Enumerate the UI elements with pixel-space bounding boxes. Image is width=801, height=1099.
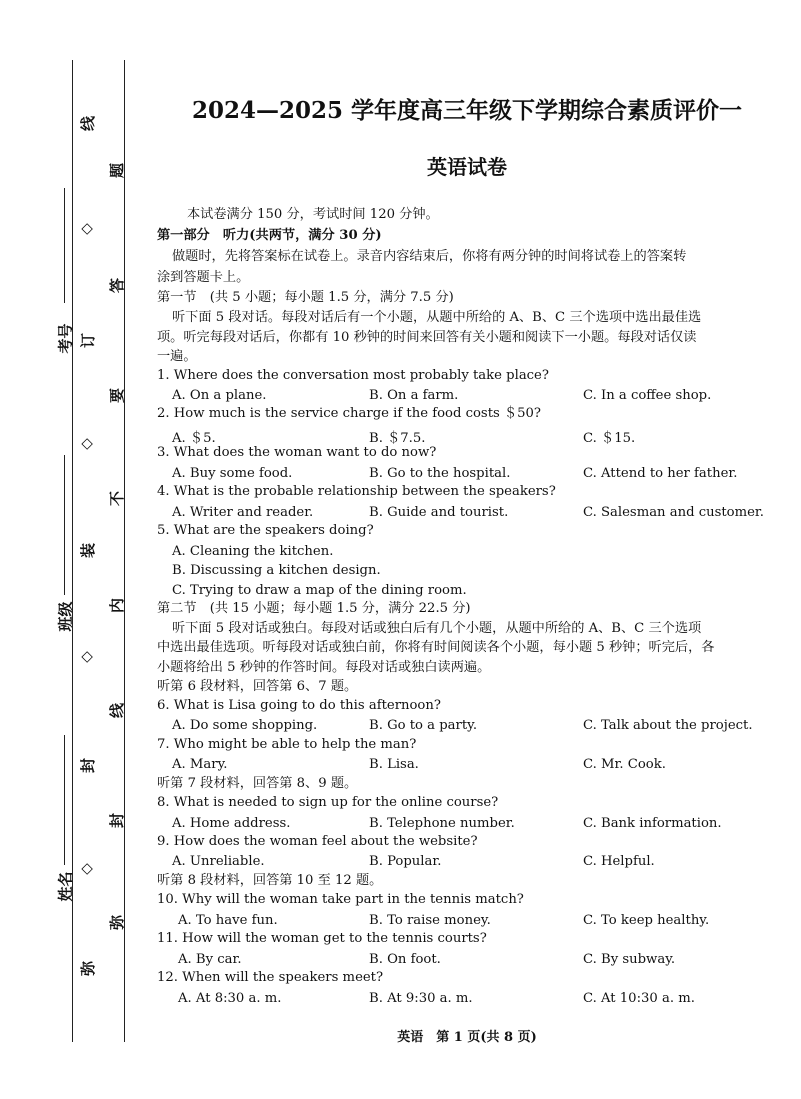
page-footer: 英语 第 1 页(共 8 页)	[397, 1030, 537, 1045]
seal-char: 内	[108, 597, 127, 614]
option-a: A. Unreliable.	[172, 854, 265, 869]
option-c: C. ＄15.	[583, 431, 636, 446]
part1-heading: 第一部分 听力(共两节，满分 30 分)	[157, 228, 382, 243]
option-a: A. Writer and reader.	[172, 505, 314, 520]
class-blank	[64, 455, 65, 595]
seal-char: 封	[108, 812, 127, 829]
option-b: B. Go to the hospital.	[369, 466, 511, 481]
option-c: C. Talk about the project.	[583, 718, 753, 733]
seal-char: 答	[108, 277, 127, 294]
option-b: B. On foot.	[369, 952, 441, 967]
option-a: A. On a plane.	[172, 388, 267, 403]
section1-directions: 一遍。	[157, 349, 197, 364]
option-a: A. Buy some food.	[172, 466, 293, 481]
question-7: 7. Who might be able to help the man?	[157, 737, 417, 752]
question-1: 1. Where does the conversation most probably take place?	[157, 368, 549, 383]
option-c: C. Attend to her father.	[583, 466, 738, 481]
question-12: 12. When will the speakers meet?	[157, 970, 384, 985]
question-4: 4. What is the probable relationship between the speakers?	[157, 484, 556, 499]
section1-heading: 第一节 (共 5 小题；每小题 1.5 分，满分 7.5 分)	[157, 290, 454, 305]
option-b: B. Telephone number.	[369, 816, 515, 831]
option-a: A. By car.	[178, 952, 242, 967]
option-c: C. By subway.	[583, 952, 676, 967]
option-c: C. Helpful.	[583, 854, 655, 869]
option-b: B. ＄7.5.	[369, 431, 426, 446]
binding-line-inner	[124, 60, 125, 1042]
examno-blank	[64, 188, 65, 303]
question-8: 8. What is needed to sign up for the online course?	[157, 795, 499, 810]
material-heading: 听第 6 段材料，回答第 6、7 题。	[157, 679, 358, 694]
seal-char: 题	[108, 162, 127, 179]
seal-char: 线	[108, 702, 127, 719]
seal-char-outer: 弥	[79, 960, 98, 977]
section2-directions: 听下面 5 段对话或独白。每段对话或独白后有几个小题，从题中所给的 A、B、C 三个选项	[172, 621, 702, 636]
option-c: C. In a coffee shop.	[583, 388, 712, 403]
seal-char: 装	[79, 542, 98, 559]
question-3: 3. What does the woman want to do now?	[157, 445, 437, 460]
question-5: 5. What are the speakers doing?	[157, 523, 374, 538]
option-a: A. Mary.	[172, 757, 228, 772]
option-c: C. Trying to draw a map of the dining room.	[172, 583, 467, 598]
name-blank	[64, 735, 65, 865]
option-a: A. To have fun.	[178, 913, 278, 928]
section1-directions: 听下面 5 段对话。每段对话后有一个小题，从题中所给的 A、B、C 三个选项中选出最佳选	[172, 310, 702, 325]
seal-char: 不	[108, 490, 127, 507]
section2-directions: 小题将给出 5 秒钟的作答时间。每段对话或独白读两遍。	[157, 660, 491, 675]
name-label: 姓名	[56, 871, 75, 902]
section2-directions: 中选出最佳选项。听每段对话或独白前，你将有时间阅读各个小题，每小题 5 秒钟；听完后，各	[157, 640, 715, 655]
material-heading: 听第 8 段材料，回答第 10 至 12 题。	[157, 873, 383, 888]
part1-instruction: 做题时，先将答案标在试卷上。录音内容结束后，你将有两分钟的时间将试卷上的答案转	[172, 249, 687, 264]
seal-char: 要	[108, 387, 127, 404]
question-11: 11. How will the woman get to the tennis courts?	[157, 931, 487, 946]
class-label: 班级	[56, 601, 75, 632]
section1-directions: 项。听完每段对话后，你都有 10 秒钟的时间来回答有关小题和阅读下一小题。每段对话仅读	[157, 330, 697, 345]
option-b: B. Lisa.	[369, 757, 419, 772]
option-b: B. Discussing a kitchen design.	[172, 563, 381, 578]
option-a: A. At 8:30 a. m.	[178, 991, 282, 1006]
option-a: A. ＄5.	[172, 431, 216, 446]
seal-char: 封	[79, 757, 98, 774]
option-b: B. On a farm.	[369, 388, 459, 403]
intro-text: 本试卷满分 150 分，考试时间 120 分钟。	[187, 207, 439, 222]
section2-heading: 第二节 (共 15 小题；每小题 1.5 分，满分 22.5 分)	[157, 601, 471, 616]
seal-char: 弥	[108, 914, 127, 931]
exam-subtitle: 英语试卷	[427, 155, 507, 179]
seal-char: 订	[79, 332, 98, 349]
exam-number-label: 考号	[56, 323, 75, 354]
option-b: B. At 9:30 a. m.	[369, 991, 473, 1006]
material-heading: 听第 7 段材料，回答第 8、9 题。	[157, 776, 358, 791]
option-a: A. Cleaning the kitchen.	[172, 544, 334, 559]
seal-diamond: ◇	[76, 438, 95, 450]
option-c: C. At 10:30 a. m.	[583, 991, 695, 1006]
option-c: C. Mr. Cook.	[583, 757, 666, 772]
exam-title: 2024—2025 学年度高三年级下学期综合素质评价一	[191, 97, 743, 124]
option-c: C. Salesman and customer.	[583, 505, 764, 520]
question-9: 9. How does the woman feel about the website?	[157, 834, 478, 849]
option-b: B. Guide and tourist.	[369, 505, 509, 520]
seal-diamond: ◇	[76, 863, 95, 875]
option-b: B. Go to a party.	[369, 718, 478, 733]
option-b: B. Popular.	[369, 854, 442, 869]
seal-char: 线	[79, 115, 98, 132]
option-c: C. To keep healthy.	[583, 913, 710, 928]
option-a: A. Do some shopping.	[172, 718, 318, 733]
part1-instruction: 涂到答题卡上。	[157, 270, 250, 285]
seal-diamond: ◇	[76, 651, 95, 663]
option-a: A. Home address.	[172, 816, 291, 831]
option-b: B. To raise money.	[369, 913, 491, 928]
seal-diamond: ◇	[76, 223, 95, 235]
question-2: 2. How much is the service charge if the food costs ＄50?	[157, 406, 542, 421]
question-6: 6. What is Lisa going to do this afternoon?	[157, 698, 441, 713]
question-10: 10. Why will the woman take part in the tennis match?	[157, 892, 524, 907]
option-c: C. Bank information.	[583, 816, 722, 831]
